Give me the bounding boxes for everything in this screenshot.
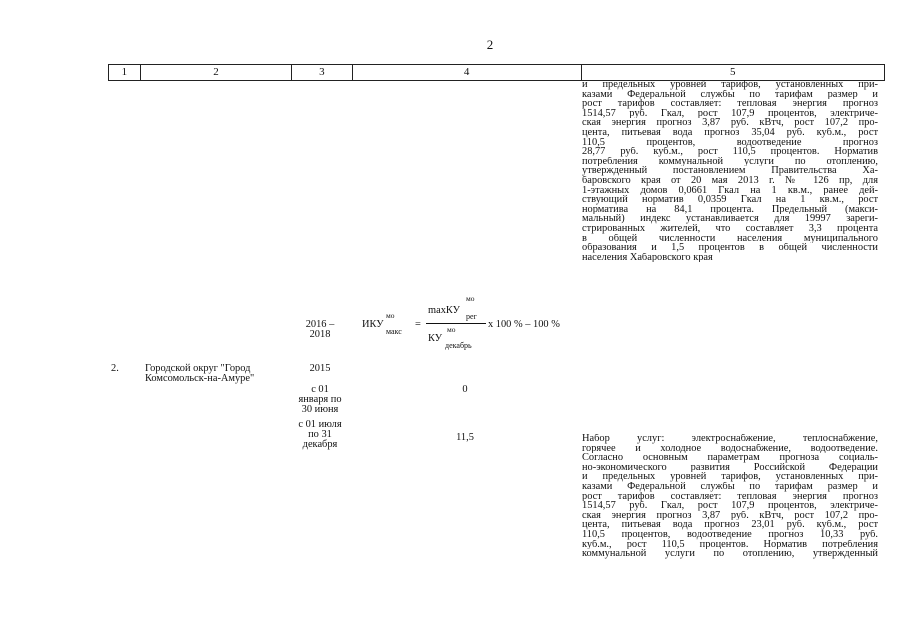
formula-numerator: maxКУ — [428, 305, 460, 316]
formula-equals: = — [415, 319, 421, 330]
header-col-1: 1 — [109, 65, 141, 80]
text-line: потребления коммунальной услуги по отоплению, — [582, 156, 878, 167]
text-line: горячее и холодное водоснабжение, водоотведение. — [582, 443, 878, 454]
formula-den-sup: мо — [447, 325, 456, 334]
text-line: в общей численности населения муниципального — [582, 233, 878, 244]
formula-denominator: КУ — [428, 333, 443, 344]
text-line: 110,5 процентов, водоотведение прогноз 10,33 руб. — [582, 529, 878, 540]
text-line: 28,77 руб. куб.м., рост 110,5 процентов. Норматив — [582, 147, 878, 157]
text-line: казами Федеральной службы по тарифам размер и — [582, 481, 878, 492]
formula-den-sub: декабрь — [445, 341, 472, 350]
text-line: образования и 1,5 процентов в общей численности — [582, 243, 878, 253]
header-col-2: 2 — [141, 65, 292, 80]
text-line: 1514,57 руб. Гкал, рост 107,9 процентов, электриче- — [582, 501, 878, 511]
period-first-half: с 01 января по 30 июня — [298, 384, 342, 415]
header-col-5: 5 — [730, 66, 736, 78]
text-line: но-экономического развития Российской Федерации — [582, 462, 878, 473]
page-number: 2 — [486, 37, 494, 52]
text-line: и предельных уровней тарифов, установленных при- — [582, 80, 878, 90]
municipality-name: Городской округ "Город Комсомольск-на-Амуре" — [145, 363, 255, 384]
text-line: 1-этажных домов 0,0661 Гкал на 1 кв.м., ранее дей- — [582, 185, 878, 196]
formula-lhs-sub: макс — [386, 327, 402, 336]
formula-fraction-bar — [426, 323, 486, 324]
text-line: стрированных жителей, что составляет 3,3 процента — [582, 223, 878, 234]
text-line: цента, питьевая вода прогноз 23,01 руб. куб.м., рост — [582, 520, 878, 530]
text-line: рост тарифов составляет: тепловая энергия прогноз — [582, 99, 878, 109]
text-line: рост тарифов составляет: тепловая энергия прогноз — [582, 491, 878, 502]
text-line: Согласно основным параметрам прогноза социаль- — [582, 453, 878, 463]
row-year: 2015 — [309, 363, 331, 374]
text-line: ская энергия прогноз 3,87 руб. кВтч, рост 107,2 про- — [582, 510, 878, 521]
text-line: мальный) индекс устанавливается для 19997 зареги- — [582, 214, 878, 224]
formula-num-sup: мо — [466, 294, 475, 303]
text-line: норматива на 84,1 процента. Предельный (макси- — [582, 204, 878, 215]
description-block-1 — [582, 80, 878, 262]
index-value-second-half: 11,5 — [456, 432, 474, 443]
description-block-2 — [582, 434, 878, 559]
index-value-first-half: 0 — [462, 384, 468, 395]
text-line: 1514,57 руб. Гкал, рост 107,9 процентов, электриче- — [582, 108, 878, 119]
text-line: Набор услуг: электроснабжение, теплоснабжение, — [582, 434, 878, 444]
header-col-3: 3 — [292, 65, 353, 80]
text-line: баровского края от 20 мая 2013 г. № 126 пр, для — [582, 175, 878, 186]
text-line: куб.м., рост 110,5 процентов. Норматив потребления — [582, 539, 878, 550]
text-line: и предельных уровней тарифов, установленных при- — [582, 472, 878, 482]
text-line: ская энергия прогноз 3,87 руб. кВтч, рост 107,2 про- — [582, 118, 878, 128]
formula-tail: x 100 % – 100 % — [488, 319, 560, 330]
formula-years: 2016 – 2018 — [305, 319, 335, 340]
text-line: коммунальной услуги по отоплению, утвержденный — [582, 549, 878, 559]
formula-lhs-sup: мо — [386, 311, 395, 320]
row-number: 2. — [111, 363, 119, 374]
table-header-row — [108, 64, 885, 81]
text-line: цента, питьевая вода прогноз 35,04 руб. куб.м., рост — [582, 127, 878, 138]
text-line: казами Федеральной службы по тарифам размер и — [582, 89, 878, 100]
text-line: населения Хабаровского края — [582, 252, 713, 263]
formula-lhs: ИКУ — [362, 319, 384, 330]
text-line: 110,5 процентов, водоотведение прогноз — [582, 137, 878, 148]
formula — [360, 294, 580, 356]
period-second-half: с 01 июля по 31 декабря — [298, 419, 342, 450]
text-line: утвержденный постановлением Правительства Ха- — [582, 166, 878, 176]
formula-num-sub: рег — [466, 312, 477, 321]
header-col-4: 4 — [353, 65, 582, 80]
text-line: ствующий норматив 0,0359 Гкал на 1 кв.м., рост — [582, 195, 878, 205]
